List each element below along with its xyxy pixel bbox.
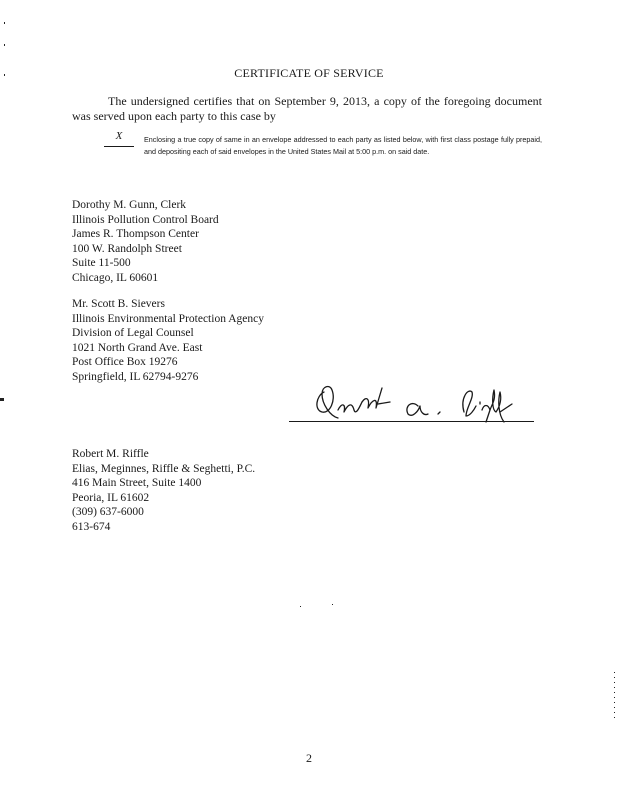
- address-line: Post Office Box 19276: [72, 356, 178, 368]
- address-line: 1021 North Grand Ave. East: [72, 341, 203, 354]
- address-line: Illinois Pollution Control Board: [72, 213, 219, 226]
- address-line: Dorothy M. Gunn, Clerk: [72, 199, 187, 211]
- address-line: 416 Main Street, Suite 1400: [72, 477, 202, 489]
- scan-artifact: [4, 74, 5, 76]
- handwritten-signature: [286, 376, 536, 426]
- address-line: (309) 637-6000: [72, 506, 144, 518]
- signature-line: [289, 421, 534, 422]
- address-line: 613-674: [72, 520, 111, 533]
- service-method-text: Enclosing a true copy of same in an envelope addressed to each party as listed below, with first class postage fully prepaid, and depositing each of said envelopes in the United States Mail at 5:00 p.m. on said date.: [144, 135, 542, 156]
- recipient-address-clerk: [72, 198, 219, 285]
- scan-artifact: [300, 606, 301, 607]
- address-line: Mr. Scott B. Sievers: [72, 298, 165, 310]
- address-line: Division of Legal Counsel: [72, 327, 194, 339]
- scan-artifact: [4, 44, 5, 46]
- address-line: James R. Thompson Center: [72, 228, 199, 240]
- address-line: Peoria, IL 61602: [72, 491, 150, 504]
- address-line: 100 W. Randolph Street: [72, 242, 182, 255]
- scan-artifact: [332, 604, 333, 605]
- scan-artifact: [4, 22, 5, 24]
- scan-artifact: [614, 672, 615, 720]
- intro-paragraph: The undersigned certifies that on September 9, 2013, a copy of the foregoing document was served upon each party to this case by: [72, 94, 542, 123]
- address-line: Robert M. Riffle: [72, 448, 149, 460]
- address-line: Springfield, IL 62794-9276: [72, 370, 199, 383]
- address-line: Chicago, IL 60601: [72, 271, 159, 284]
- signatory-address: [72, 447, 255, 534]
- address-line: Illinois Environmental Protection Agency: [72, 312, 264, 325]
- address-line: Suite 11-500: [72, 257, 131, 269]
- address-line: Elias, Meginnes, Riffle & Seghetti, P.C.: [72, 462, 256, 475]
- check-mark: X: [104, 130, 134, 147]
- document-title: CERTIFICATE OF SERVICE: [234, 66, 384, 80]
- page-number: 2: [306, 751, 312, 765]
- recipient-address-epa: [72, 297, 264, 384]
- scan-artifact: [0, 398, 4, 401]
